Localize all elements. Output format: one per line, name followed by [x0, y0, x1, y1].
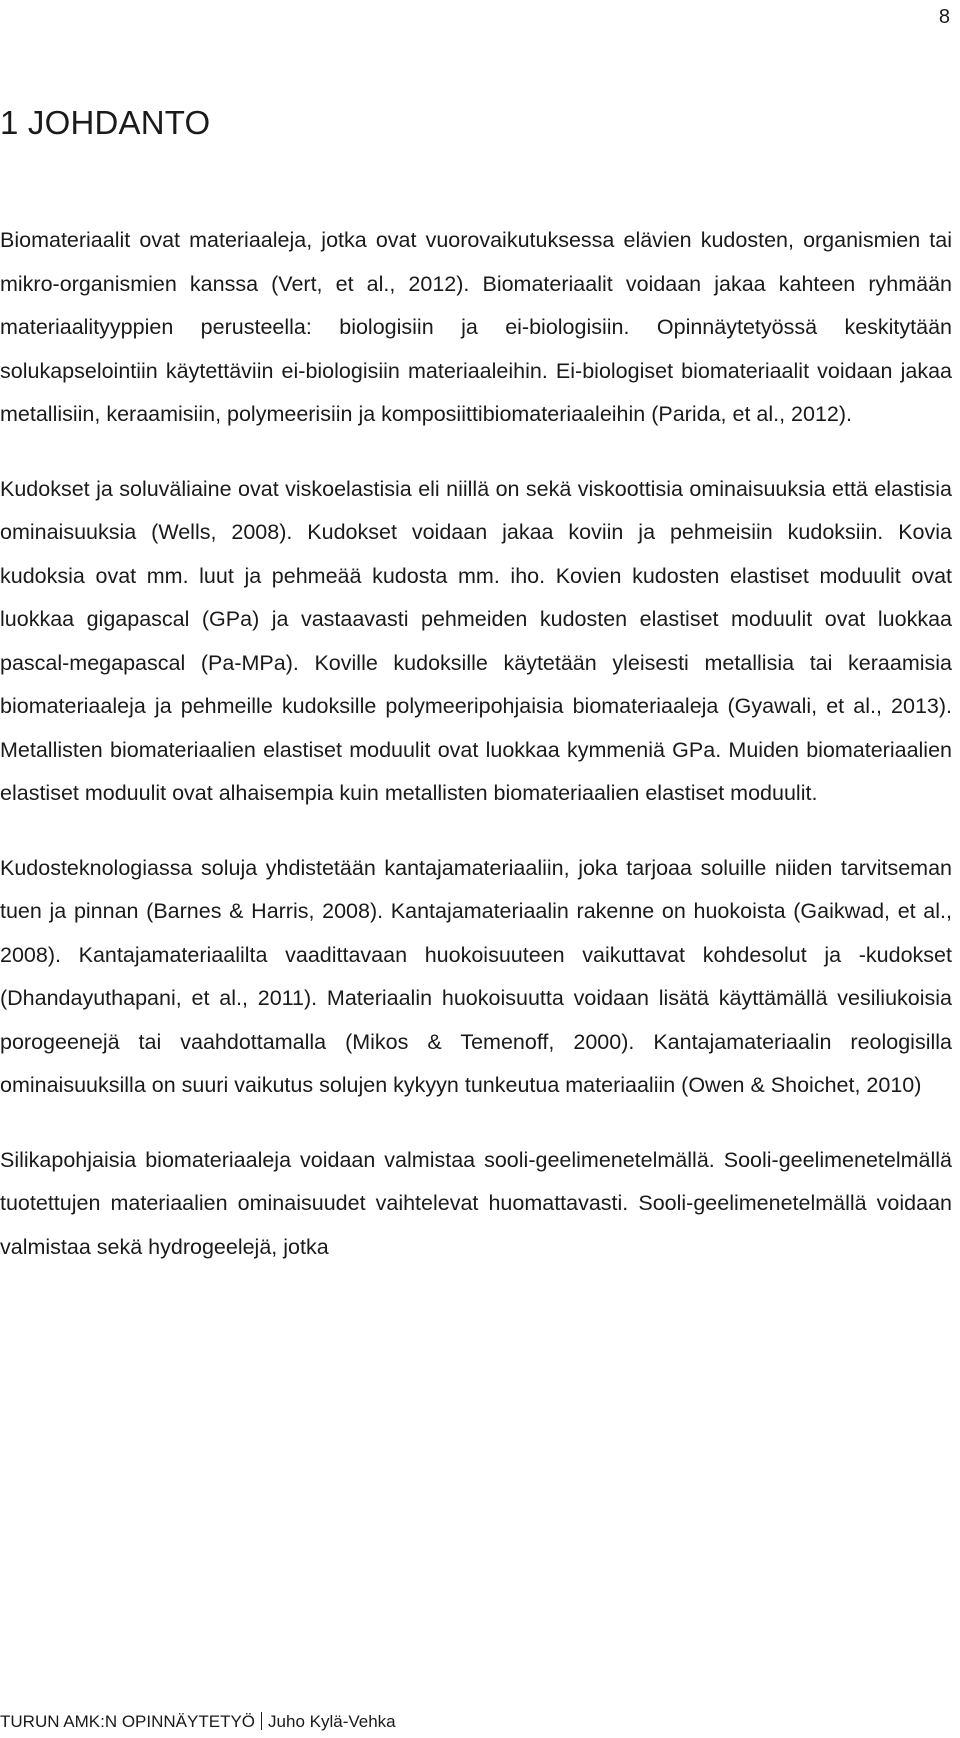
- body-text: [0, 219, 952, 1300]
- paragraph-tissue-engineering: Kudosteknologiassa soluja yhdistetään kantajamateriaaliin, joka tarjoaa soluille niiden tarvitseman tuen ja pinnan (Barnes & Harris, 2008). Kantajamateriaalin rakenne on huokoista (Gaikwad, et al., 2008). Kantajamateriaalilta vaadittavaan huokoisuuteen vaikuttavat kohdesolut ja -kudokset (Dhandayuthapani, et al., 2011). Materiaalin huokoisuutta voidaan lisätä käyttämällä vesiliukoisia porogeenejä tai vaahdottamalla (Mikos & Temenoff, 2000). Kantajamateriaalin reologisilla ominaisuuksilla on suuri vaikutus solujen kykyyn tunkeutua materiaaliin (Owen & Shoichet, 2010): [0, 855, 952, 1097]
- paragraph-tissues: Kudokset ja soluväliaine ovat viskoelastisia eli niillä on sekä viskoottisia ominaisuuksia että elastisia ominaisuuksia (Wells, 2008). Kudokset voidaan jakaa koviin ja pehmeisiin kudoksiin. Kovia kudoksia ovat mm. luut ja pehmeää kudosta mm. iho. Kovien kudosten elastiset moduulit ovat luokkaa gigapascal (GPa) ja vastaavasti pehmeiden kudosten elastiset moduulit ovat luokkaa pascal-megapascal (Pa-MPa). Koville kudoksille käytetään yleisesti metallisia tai keraamisia biomateriaaleja ja pehmeille kudoksille polymeeripohjaisia biomateriaaleja (Gyawali, et al., 2013). Metallisten biomateriaalien elastiset moduulit ovat luokkaa kymmeniä GPa. Muiden biomateriaalien elastiset moduulit ovat alhaisempia kuin metallisten biomateriaalien elastiset moduulit.: [0, 476, 952, 805]
- page-footer: [0, 1712, 396, 1732]
- footer-separator: [261, 1712, 262, 1730]
- paragraph-biomaterials: Biomateriaalit ovat materiaaleja, jotka ovat vuorovaikutuksessa elävien kudosten, organismien tai mikro-organismien kanssa (Vert, et al., 2012). Biomateriaalit voidaan jakaa kahteen ryhmään materiaalityyppien perusteella: biologisiin ja ei-biologisiin. Opinnäytetyössä keskitytään solukapselointiin käytettäviin ei-biologisiin materiaaleihin. Ei-biologiset biomateriaalit voidaan jakaa metallisiin, keraamisiin, polymeerisiin ja komposiittibiomateriaaleihin (Parida, et al., 2012).: [0, 228, 952, 426]
- footer-institution: TURUN AMK:N OPINNÄYTETYÖ: [0, 1712, 256, 1731]
- footer-author: Juho Kylä-Vehka: [268, 1712, 396, 1731]
- paragraph-sol-gel: Silikapohjaisia biomateriaaleja voidaan valmistaa sooli-geelimenetelmällä. Sooli-geelimenetelmällä tuotettujen materiaalien ominaisuudet vaihtelevat huomattavasti. Sooli-geelimenetelmällä voidaan valmistaa sekä hydrogeelejä, jotka: [0, 1147, 952, 1259]
- chapter-title: 1 JOHDANTO: [0, 104, 211, 141]
- page-number: 8: [938, 6, 950, 28]
